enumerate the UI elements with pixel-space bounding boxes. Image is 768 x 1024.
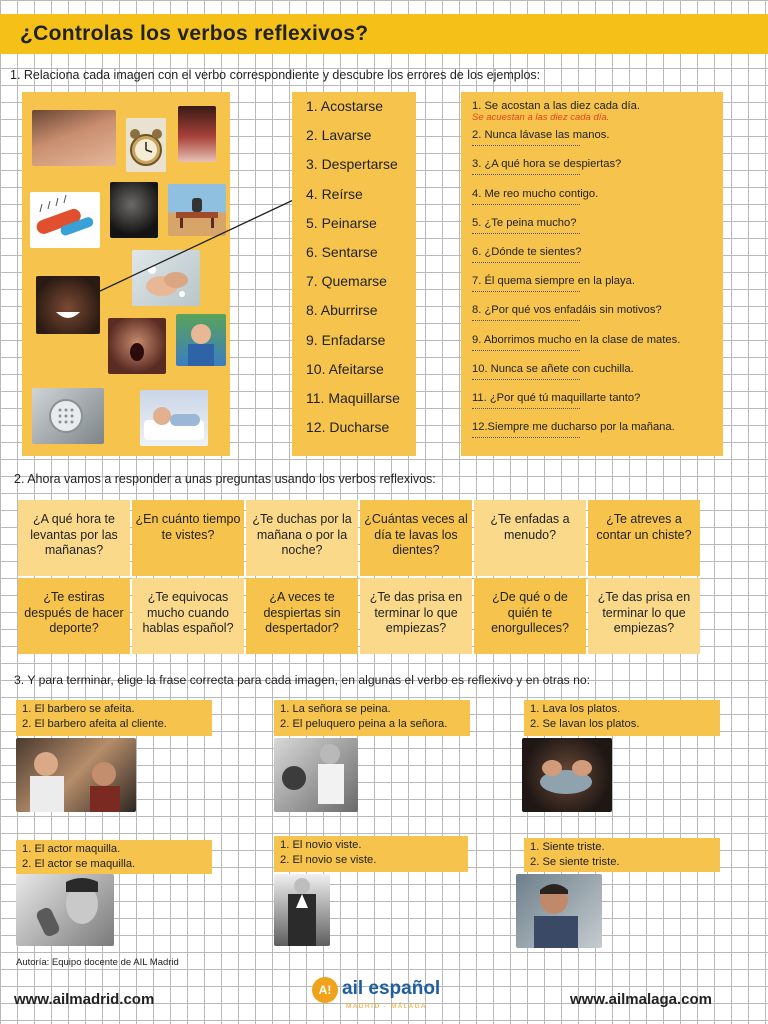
choice-box: [524, 838, 720, 872]
sentence-item: [472, 246, 722, 275]
author-credit: Autoría: Equipo docente de AIL Madrid: [16, 957, 179, 968]
section1-heading: 1. Relaciona cada imagen con el verbo correspondiente y descubre los errores de los ejemplos:: [10, 68, 541, 82]
choice-option[interactable]: 1. El barbero se afeita.: [22, 703, 135, 715]
choice-box: [16, 700, 212, 736]
verb-item: 1. Acostarse: [306, 98, 384, 114]
sentence-text: 7. Él quema siempre en la playa.: [472, 275, 635, 288]
verb-item: 3. Despertarse: [306, 156, 398, 173]
sentence-item: [472, 334, 722, 363]
choice-option[interactable]: 1. El actor maquilla.: [22, 843, 121, 855]
verb-item: 5. Peinarse: [306, 214, 377, 231]
verb-item: 9. Enfadarse: [306, 331, 386, 348]
question-text: ¿Te das prisa en terminar lo que empiezas?: [597, 590, 691, 635]
sentence-item: [472, 158, 722, 187]
logo-subtext: MADRID · MÁLAGA: [346, 1003, 428, 1010]
sentence-item: [472, 217, 722, 246]
choice-box: [274, 700, 470, 736]
question-cell: [360, 578, 472, 654]
answer-line[interactable]: [472, 262, 580, 263]
logo-mark: A!: [312, 977, 338, 1003]
answer-line[interactable]: [472, 174, 580, 175]
barber-icon: [16, 738, 136, 812]
groom-icon: [274, 874, 330, 946]
question-cell: [588, 500, 700, 576]
answer-line[interactable]: [472, 437, 580, 438]
choice-option[interactable]: 1. La señora se peina.: [280, 703, 391, 715]
choice-option[interactable]: 2. El actor se maquilla.: [22, 858, 136, 870]
question-grid: [18, 500, 702, 656]
question-text: ¿Te equivocas mucho cuando hablas español?: [142, 590, 234, 635]
question-text: ¿A qué hora te levantas por las mañanas?: [30, 512, 118, 557]
sentence-text: 12.Siempre me ducharso por la mañana.: [472, 421, 675, 434]
choice-option[interactable]: 2. El novio se viste.: [280, 854, 377, 866]
question-cell: [246, 578, 358, 654]
sentence-item: [472, 188, 722, 217]
question-cell: [18, 578, 130, 654]
section2-heading: 2. Ahora vamos a responder a unas preguntas usando los verbos reflexivos:: [14, 472, 436, 486]
choice-option[interactable]: 2. Se lavan los platos.: [530, 718, 640, 730]
answer-line[interactable]: [472, 291, 580, 292]
verb-item: 10. Afeitarse: [306, 360, 384, 377]
sentence-text: 10. Nunca se añete con cuchilla.: [472, 362, 634, 375]
answer-line[interactable]: [472, 408, 580, 409]
question-cell: [132, 578, 244, 654]
question-text: ¿Te atreves a contar un chiste?: [596, 512, 692, 542]
question-cell: [588, 578, 700, 654]
question-text: ¿Te das prisa en terminar lo que empiezas?: [369, 590, 463, 635]
photo-platos: [522, 738, 612, 812]
question-cell: [360, 500, 472, 576]
sentence-text: 2. Nunca lávase las manos.: [472, 129, 610, 142]
verb-item: 4. Reírse: [306, 185, 363, 202]
verb-item: 8. Aburrirse: [306, 302, 378, 319]
answer-line[interactable]: [472, 379, 580, 380]
page-title: ¿Controlas los verbos reflexivos?: [20, 22, 369, 45]
sentence-text: 11. ¿Por qué tú maquillarte tanto?: [472, 391, 641, 404]
sentence-item: [472, 275, 722, 304]
photo-actor: [16, 874, 114, 946]
sentence-text: 3. ¿A qué hora se despiertas?: [472, 158, 622, 171]
question-text: ¿Te estiras después de hacer deporte?: [24, 590, 124, 635]
answer-line[interactable]: [472, 204, 580, 205]
answer-line[interactable]: [472, 320, 580, 321]
sentence-text: 6. ¿Dónde te sientes?: [472, 245, 582, 258]
sad-man-icon: [516, 874, 602, 948]
question-text: ¿Te duchas por la mañana o por la noche?: [252, 512, 352, 557]
question-cell: [474, 500, 586, 576]
sentence-correction: Se acuestan a las diez cada día.: [472, 112, 610, 123]
answer-line[interactable]: [472, 145, 580, 146]
sentence-item: [472, 392, 722, 421]
sentence-list: [472, 100, 722, 450]
sentence-text: 8. ¿Por qué vos enfadáis sin motivos?: [472, 304, 662, 317]
sentence-item: [472, 363, 722, 392]
verb-item: 2. Lavarse: [306, 127, 372, 144]
question-text: ¿Cuántas veces al día te lavas los dientes?: [364, 512, 468, 557]
verb-item: 11. Maquillarse: [306, 389, 400, 406]
choice-option[interactable]: 2. El peluquero peina a la señora.: [280, 718, 448, 730]
choice-option[interactable]: 2. El barbero afeita al cliente.: [22, 718, 167, 730]
verb-item: 6. Sentarse: [306, 243, 378, 260]
sentence-text: 1. Se acostan a las diez cada día.: [472, 100, 640, 112]
question-cell: [132, 500, 244, 576]
answer-line[interactable]: [472, 233, 580, 234]
question-text: ¿En cuánto tiempo te vistes?: [135, 512, 241, 542]
verb-item: 7. Quemarse: [306, 273, 387, 290]
verb-item: 12. Ducharse: [306, 419, 390, 436]
choice-option[interactable]: 1. El novio viste.: [280, 839, 362, 851]
sentence-item: [472, 421, 722, 450]
question-text: ¿Te enfadas a menudo?: [490, 512, 570, 542]
photo-peluquero: [274, 738, 358, 812]
question-cell: [246, 500, 358, 576]
choice-option[interactable]: 1. Siente triste.: [530, 841, 605, 853]
photo-triste: [516, 874, 602, 948]
actor-makeup-icon: [16, 874, 114, 946]
choice-box: [274, 836, 468, 872]
website-link-malaga[interactable]: www.ailmalaga.com: [570, 991, 712, 1008]
ail-logo: [312, 977, 462, 1017]
sentence-text: 4. Me reo mucho contigo.: [472, 187, 599, 200]
photo-barbero: [16, 738, 136, 812]
verb-list: [306, 96, 416, 446]
logo-text: ail español: [342, 978, 441, 999]
answer-line[interactable]: [472, 350, 580, 351]
sentence-item: [472, 304, 722, 333]
question-text: ¿De qué o de quién te enorgulleces?: [491, 590, 569, 635]
choice-box: [16, 840, 212, 874]
hairdresser-icon: [274, 738, 358, 812]
sentence-text: 9. Aborrimos mucho en la clase de mates.: [472, 333, 681, 346]
question-text: ¿A veces te despiertas sin despertador?: [263, 590, 341, 635]
sentence-item: [472, 129, 722, 158]
section3-heading: 3. Y para terminar, elige la frase correcta para cada imagen, en algunas el verbo es reflexivo y en otras no:: [14, 673, 591, 687]
choice-option[interactable]: 1. Lava los platos.: [530, 703, 621, 715]
question-cell: [474, 578, 586, 654]
photo-novio: [274, 874, 330, 946]
dishes-icon: [522, 738, 612, 812]
choice-box: [524, 700, 720, 736]
question-cell: [18, 500, 130, 576]
sentence-text: 5. ¿Te peina mucho?: [472, 216, 577, 229]
website-link-madrid[interactable]: www.ailmadrid.com: [14, 991, 155, 1008]
choice-option[interactable]: 2. Se siente triste.: [530, 856, 620, 868]
sentence-item: [472, 100, 722, 129]
